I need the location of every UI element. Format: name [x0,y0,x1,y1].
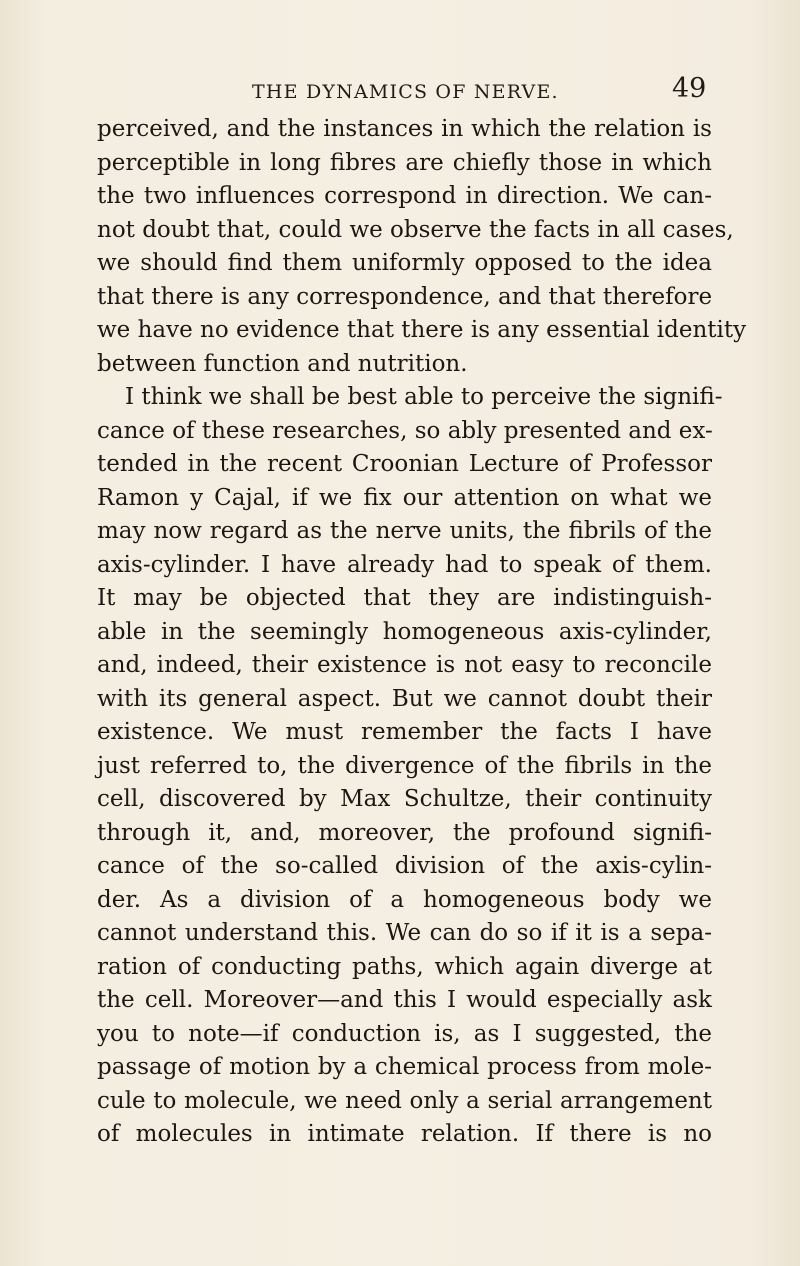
text-line: we should find them uniformly opposed to the idea [97,250,712,276]
text-line: the cell. Moreover—and this I would especially ask [97,987,712,1013]
text-line: cance of these researches, so ably presented and ex- [97,417,713,444]
text-line: through it, and, moreover, the profound signifi- [97,819,712,846]
paragraph-end-line: between function and nutrition. [97,350,468,377]
running-title: THE DYNAMICS OF NERVE. [252,81,559,103]
text-line: Ramon y Cajal, if we fix our attention on what we [97,484,712,511]
text-line: of molecules in intimate relation. If there is no [97,1121,712,1147]
text-line: cannot understand this. We can do so if it is a sepa- [97,920,712,946]
text-line: that there is any correspondence, and that therefore [97,283,713,310]
text-line: der. As a division of a homogeneous body we [97,886,712,913]
text-line: we have no evidence that there is any essential identity [97,317,747,343]
text-line: axis-cylinder. I have already had to speak of them. [97,551,712,578]
text-line: cule to molecule, we need only a serial arrangement [97,1087,712,1114]
body-text [97,113,747,1152]
text-line: just referred to, the divergence of the fibrils in the [97,752,712,779]
text-line: the two influences correspond in direction. We can- [97,183,712,209]
text-line: cell, discovered by Max Schultze, their continuity [97,786,712,812]
text-line: perceived, and the instances in which the relation is [97,116,712,142]
running-header [0,73,800,108]
page-number: 49 [672,73,707,104]
text-line: and, indeed, their existence is not easy to reconcile [97,652,712,678]
text-line: perceptible in long fibres are chiefly those in which [97,149,712,176]
text-line: existence. We must remember the facts I have [97,719,712,745]
text-line: not doubt that, could we observe the facts in all cases, [97,216,734,243]
text-line: with its general aspect. But we cannot doubt their [97,685,712,712]
paragraph-first-line: I think we shall be best able to perceive the signifi- [125,384,723,410]
text-line: able in the seemingly homogeneous axis-cylinder, [97,618,712,645]
text-line: It may be objected that they are indistinguish- [97,585,712,611]
text-line: may now regard as the nerve units, the fibrils of the [97,518,712,544]
text-line: ration of conducting paths, which again diverge at [97,953,712,980]
text-line: cance of the so-called division of the axis-cylin- [97,853,712,879]
text-line: passage of motion by a chemical process from mole- [97,1054,712,1080]
text-line: tended in the recent Croonian Lecture of Professor [97,451,712,477]
text-line: you to note—if conduction is, as I suggested, the [97,1020,712,1047]
